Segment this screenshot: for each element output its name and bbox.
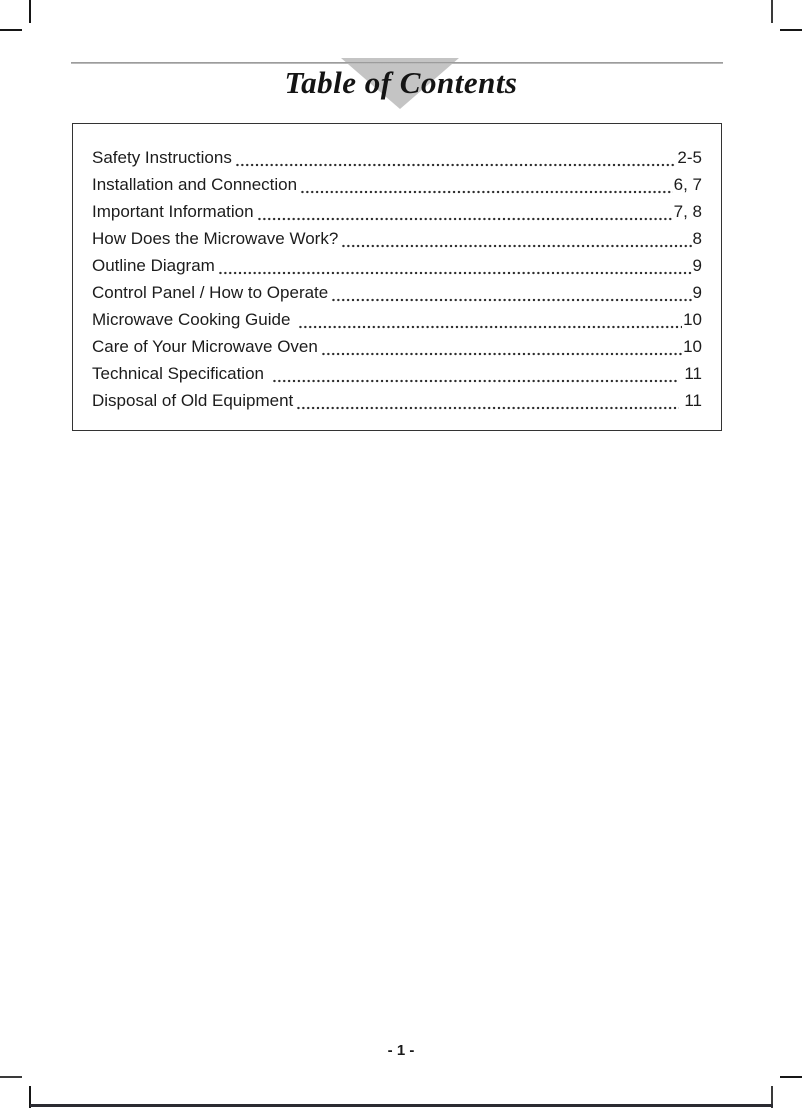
crop-mark-bottom-left-horizontal xyxy=(0,1076,22,1078)
toc-box xyxy=(72,123,722,431)
toc-entry-title: Outline Diagram xyxy=(92,256,215,275)
toc-entry xyxy=(92,198,702,225)
toc-leader-dots xyxy=(300,171,673,198)
toc-entry xyxy=(92,144,702,171)
toc-leader-dots xyxy=(257,198,673,225)
toc-entry-page: 2-5 xyxy=(677,148,702,167)
toc-entry-page: 11 xyxy=(679,391,702,410)
toc-entry-page: 7, 8 xyxy=(673,202,702,221)
toc-leader-dots xyxy=(272,360,679,387)
page-bottom-edge-line xyxy=(30,1104,773,1107)
toc-entry-title: Microwave Cooking Guide xyxy=(92,310,296,329)
toc-entry xyxy=(92,279,702,306)
toc-entry-page: 10 xyxy=(683,310,702,329)
crop-mark-top-left-vertical xyxy=(29,0,31,23)
toc-entry-title: Disposal of Old Equipment xyxy=(92,391,294,410)
toc-entry-page: 9 xyxy=(692,256,702,275)
toc-entry-title: Care of Your Microwave Oven xyxy=(92,337,318,356)
toc-entry xyxy=(92,360,702,387)
toc-leader-dots xyxy=(321,333,682,360)
toc-entry-title: How Does the Microwave Work? xyxy=(92,229,339,248)
header-rule xyxy=(71,62,723,64)
crop-mark-top-right-vertical xyxy=(771,0,773,23)
page-number: - 1 - xyxy=(387,1042,415,1059)
crop-mark-bottom-right-horizontal xyxy=(780,1076,802,1078)
toc-entry xyxy=(92,171,702,198)
toc-leader-dots xyxy=(341,225,691,252)
toc-entry-title: Installation and Connection xyxy=(92,175,298,194)
toc-leader-dots xyxy=(298,306,682,333)
toc-entry xyxy=(92,387,702,414)
page-title: Table of Contents xyxy=(284,65,518,100)
toc-entry-title: Technical Specification xyxy=(92,364,269,383)
toc-leader-dots xyxy=(218,252,692,279)
toc-entry-title: Safety Instructions xyxy=(92,148,232,167)
toc-leader-dots xyxy=(296,387,678,414)
toc-entry xyxy=(92,252,702,279)
toc-leader-dots xyxy=(331,279,691,306)
toc-leader-dots xyxy=(235,144,677,171)
crop-mark-top-left-horizontal xyxy=(0,29,22,31)
toc-entry xyxy=(92,225,702,252)
toc-entry-title: Control Panel / How to Operate xyxy=(92,283,329,302)
toc-entry-page: 9 xyxy=(692,283,702,302)
toc-entry xyxy=(92,306,702,333)
toc-entry xyxy=(92,333,702,360)
toc-entry-page: 11 xyxy=(679,364,702,383)
toc-entry-title: Important Information xyxy=(92,202,254,221)
toc-entry-page: 8 xyxy=(692,229,702,248)
toc-entry-page: 6, 7 xyxy=(673,175,702,194)
toc-entry-page: 10 xyxy=(683,337,702,356)
crop-mark-top-right-horizontal xyxy=(780,29,802,31)
